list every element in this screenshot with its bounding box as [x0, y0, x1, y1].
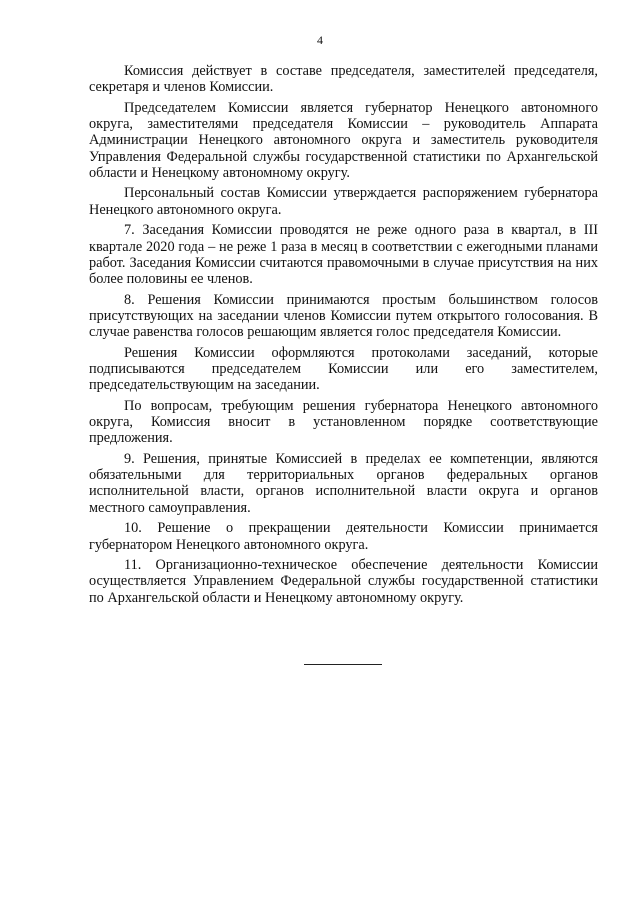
paragraph-commission-chair: Председателем Комиссии является губернатор Ненецкого автономного округа, заместителями председателя Комиссии – руководитель Аппарата Администрации Ненецкого автономного округа и заместитель руководителя Управления Федеральной службы государственной статистики по Архангельской области и Ненецкому автономному округу.	[89, 99, 598, 181]
document-body	[89, 63, 598, 610]
paragraph-10-termination: 10. Решение о прекращении деятельности Комиссии принимается губернатором Ненецкого автономного округа.	[89, 520, 598, 553]
paragraph-personal-composition: Персональный состав Комиссии утверждается распоряжением губернатора Ненецкого автономного округа.	[89, 185, 598, 218]
paragraph-9-binding-decisions: 9. Решения, принятые Комиссией в пределах ее компетенции, являются обязательными для территориальных органов федеральных органов исполнительной власти, органов исполнительной власти округа и органов местного самоуправления.	[89, 450, 598, 516]
end-divider	[304, 664, 382, 665]
paragraph-7-meetings: 7. Заседания Комиссии проводятся не реже одного раза в квартал, в III квартале 2020 года – не реже 1 раза в месяц в соответствии с ежегодными планами работ. Заседания Комиссии считаются правомочными в случае присутствия на них более половины ее членов.	[89, 222, 598, 288]
page-number: 4	[317, 33, 323, 47]
paragraph-11-support: 11. Организационно-техническое обеспечение деятельности Комиссии осуществляется Управлением Федеральной службы государственной статистики по Архангельской области и Ненецкому автономному округу.	[89, 557, 598, 606]
paragraph-8-decisions: 8. Решения Комиссии принимаются простым большинством голосов присутствующих на заседании членов Комиссии путем открытого голосования. В случае равенства голосов решающим является голос председателя Комиссии.	[89, 291, 598, 341]
paragraph-governor-proposals: По вопросам, требующим решения губернатора Ненецкого автономного округа, Комиссия вносит в установленном порядке соответствующие предложения.	[89, 397, 598, 447]
paragraph-commission-composition: Комиссия действует в составе председателя, заместителей председателя, секретаря и членов Комиссии.	[89, 63, 598, 96]
paragraph-decisions-protocols: Решения Комиссии оформляются протоколами заседаний, которые подписываются председателем Комиссии или его заместителем, председательствующим на заседании.	[89, 344, 598, 394]
